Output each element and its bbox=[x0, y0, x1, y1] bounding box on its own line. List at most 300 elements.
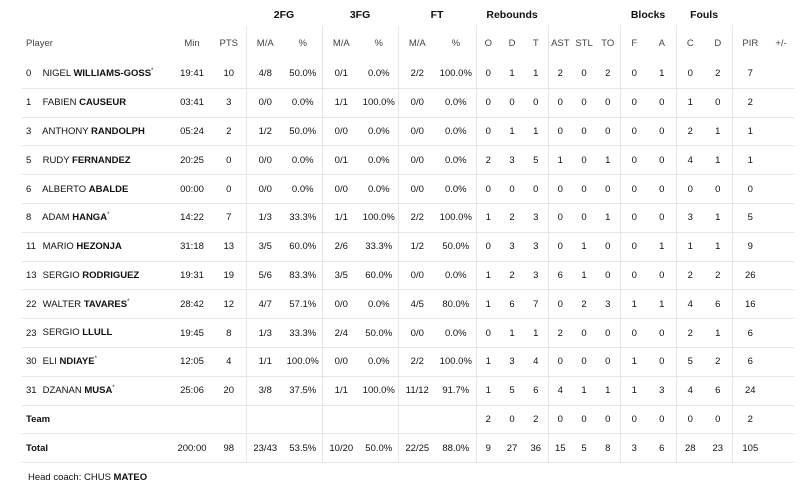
cell-2fg-ma: 3/8 bbox=[246, 376, 284, 405]
cell-blocks-against: 1 bbox=[648, 60, 676, 88]
cell-pir: 105 bbox=[732, 434, 768, 463]
cell-3fg-ma: 1/1 bbox=[322, 203, 360, 232]
cell-points: 20 bbox=[212, 376, 246, 405]
cell-reb-o: 2 bbox=[476, 146, 500, 175]
cell-2fg-pct: 83.3% bbox=[284, 261, 322, 290]
player-last-name: RODRIGUEZ bbox=[82, 270, 140, 282]
head-coach-first: CHUS bbox=[83, 472, 111, 483]
col-to[interactable]: TO bbox=[601, 37, 615, 49]
cell-3fg-ma: 0/0 bbox=[322, 117, 360, 146]
player-number: 30 bbox=[26, 356, 37, 368]
col-2fg-ma[interactable]: M/A bbox=[246, 26, 284, 60]
cell-steals: 0 bbox=[572, 175, 596, 204]
group-header-row bbox=[22, 4, 794, 26]
cell-reb-d: 2 bbox=[500, 203, 524, 232]
cell-2fg-pct: 57.1% bbox=[284, 290, 322, 319]
cell-blocks-for: 0 bbox=[620, 203, 648, 232]
total-label: Total bbox=[22, 434, 172, 463]
cell-plus-minus bbox=[768, 232, 794, 261]
cell-assists: 0 bbox=[548, 405, 572, 434]
cell-minutes: 03:41 bbox=[172, 88, 212, 117]
table-row[interactable] bbox=[22, 60, 794, 88]
cell-minutes: 31:18 bbox=[172, 232, 212, 261]
cell-assists: 0 bbox=[548, 232, 572, 261]
cell-ft-pct: 0.0% bbox=[436, 146, 476, 175]
player-first-name: ELI bbox=[42, 356, 57, 368]
col-2fg-pct[interactable]: % bbox=[298, 37, 307, 49]
cell-points: 0 bbox=[212, 175, 246, 204]
cell-turnovers: 1 bbox=[596, 203, 620, 232]
cell-blocks-for: 0 bbox=[620, 175, 648, 204]
col-min[interactable]: Min bbox=[184, 37, 200, 49]
cell-fouls-drawn: 23 bbox=[704, 434, 732, 463]
cell-blocks-against: 0 bbox=[648, 175, 676, 204]
cell-minutes: 19:45 bbox=[172, 319, 212, 348]
player-first-name: SERGIO bbox=[42, 270, 80, 282]
table-row[interactable] bbox=[22, 261, 794, 290]
player-cell[interactable] bbox=[22, 203, 172, 232]
cell-fouls-committed: 0 bbox=[676, 405, 704, 434]
player-cell[interactable] bbox=[22, 376, 172, 405]
col-player[interactable]: Player bbox=[26, 37, 53, 49]
cell-reb-d: 2 bbox=[500, 261, 524, 290]
player-number: 22 bbox=[26, 298, 37, 310]
cell-fouls-drawn: 2 bbox=[704, 60, 732, 88]
team-label: Team bbox=[22, 405, 172, 434]
cell-points: 4 bbox=[212, 347, 246, 376]
cell-blocks-against: 0 bbox=[648, 347, 676, 376]
cell-reb-t: 1 bbox=[524, 60, 548, 88]
table-row[interactable] bbox=[22, 117, 794, 146]
cell-reb-t: 3 bbox=[524, 203, 548, 232]
player-number: 1 bbox=[26, 97, 32, 109]
cell-3fg-ma: 0/0 bbox=[322, 175, 360, 204]
group-3fg: 3FG bbox=[349, 9, 371, 21]
cell-2fg-ma: 1/3 bbox=[246, 203, 284, 232]
group-2fg: 2FG bbox=[273, 9, 295, 21]
cell-steals: 0 bbox=[572, 347, 596, 376]
player-cell[interactable] bbox=[22, 232, 172, 261]
table-row[interactable] bbox=[22, 88, 794, 117]
cell-pir: 7 bbox=[732, 60, 768, 88]
cell-points: 0 bbox=[212, 146, 246, 175]
cell-reb-o: 2 bbox=[476, 405, 500, 434]
cell-assists: 6 bbox=[548, 261, 572, 290]
cell-ft-ma: 0/0 bbox=[398, 175, 436, 204]
player-number: 5 bbox=[26, 154, 32, 166]
cell-fouls-drawn: 1 bbox=[704, 117, 732, 146]
cell-steals: 1 bbox=[572, 376, 596, 405]
cell-2fg-ma: 3/5 bbox=[246, 232, 284, 261]
cell-blocks-for: 0 bbox=[620, 88, 648, 117]
cell-reb-t: 6 bbox=[524, 376, 548, 405]
cell-steals: 0 bbox=[572, 60, 596, 88]
cell-minutes: 200:00 bbox=[172, 434, 212, 463]
cell-ft-pct: 100.0% bbox=[436, 60, 476, 88]
cell-plus-minus bbox=[768, 434, 794, 463]
cell-ft-ma: 1/2 bbox=[398, 232, 436, 261]
col-ft-ma[interactable]: M/A bbox=[398, 26, 436, 60]
cell-reb-t: 5 bbox=[524, 146, 548, 175]
cell-reb-t: 36 bbox=[524, 434, 548, 463]
cell-blocks-for: 0 bbox=[620, 319, 648, 348]
cell-fouls-committed: 5 bbox=[676, 347, 704, 376]
cell-pir: 2 bbox=[732, 405, 768, 434]
cell-assists: 0 bbox=[548, 117, 572, 146]
cell-ft-pct: 0.0% bbox=[436, 117, 476, 146]
cell-ft-pct: 100.0% bbox=[436, 347, 476, 376]
cell-3fg-pct: 100.0% bbox=[360, 376, 398, 405]
cell-plus-minus bbox=[768, 88, 794, 117]
player-first-name: NIGEL bbox=[42, 68, 71, 80]
table-row[interactable] bbox=[22, 175, 794, 204]
cell-ft-ma: 4/5 bbox=[398, 290, 436, 319]
player-cell[interactable] bbox=[22, 60, 172, 88]
cell-reb-d: 0 bbox=[500, 88, 524, 117]
cell-reb-d: 3 bbox=[500, 232, 524, 261]
player-cell[interactable] bbox=[22, 88, 172, 117]
cell-reb-t: 0 bbox=[524, 175, 548, 204]
cell-assists: 0 bbox=[548, 203, 572, 232]
cell-minutes: 19:41 bbox=[172, 60, 212, 88]
col-blk-f[interactable]: F bbox=[620, 26, 648, 60]
player-first-name: ADAM bbox=[42, 212, 70, 224]
cell-2fg-ma: 0/0 bbox=[246, 175, 284, 204]
cell-ft-ma: 11/12 bbox=[398, 376, 436, 405]
player-last-name: ABALDE bbox=[88, 183, 129, 195]
cell-reb-d: 3 bbox=[500, 146, 524, 175]
cell-steals: 0 bbox=[572, 319, 596, 348]
player-number: 6 bbox=[26, 183, 32, 195]
cell-steals: 0 bbox=[572, 88, 596, 117]
cell-points: 12 bbox=[212, 290, 246, 319]
cell-3fg-pct: 60.0% bbox=[360, 261, 398, 290]
group-ft: FT bbox=[430, 9, 444, 21]
player-cell[interactable] bbox=[22, 261, 172, 290]
cell-turnovers: 0 bbox=[596, 175, 620, 204]
col-reb-t[interactable]: T bbox=[532, 37, 539, 49]
cell-2fg-pct bbox=[284, 405, 322, 434]
player-last-name: HANGA bbox=[72, 212, 108, 224]
cell-3fg-ma: 0/1 bbox=[322, 60, 360, 88]
table-row[interactable] bbox=[22, 347, 794, 376]
cell-fouls-drawn: 6 bbox=[704, 376, 732, 405]
cell-blocks-against: 0 bbox=[648, 319, 676, 348]
col-ast[interactable]: AST bbox=[548, 26, 572, 60]
player-last-name: MUSA bbox=[84, 385, 113, 397]
cell-ft-ma: 2/2 bbox=[398, 347, 436, 376]
cell-2fg-pct: 53.5% bbox=[284, 434, 322, 463]
cell-reb-o: 0 bbox=[476, 319, 500, 348]
table-row[interactable] bbox=[22, 232, 794, 261]
cell-fouls-committed: 28 bbox=[676, 434, 704, 463]
cell-blocks-against: 0 bbox=[648, 88, 676, 117]
cell-ft-ma: 2/2 bbox=[398, 60, 436, 88]
cell-plus-minus bbox=[768, 319, 794, 348]
cell-blocks-for: 3 bbox=[620, 434, 648, 463]
cell-2fg-ma: 5/6 bbox=[246, 261, 284, 290]
col-ft-pct[interactable]: % bbox=[451, 37, 461, 49]
col-3fg-pct[interactable]: % bbox=[374, 37, 383, 49]
col-plus-minus[interactable]: +/- bbox=[775, 37, 787, 49]
cell-blocks-for: 0 bbox=[620, 60, 648, 88]
cell-3fg-ma: 0/0 bbox=[322, 290, 360, 319]
cell-pir: 1 bbox=[732, 146, 768, 175]
starter-marker: * bbox=[94, 356, 97, 363]
table-row[interactable] bbox=[22, 203, 794, 232]
player-last-name: NDIAYE bbox=[59, 356, 95, 368]
cell-minutes bbox=[172, 405, 212, 434]
cell-3fg-ma: 2/6 bbox=[322, 232, 360, 261]
table-row[interactable] bbox=[22, 376, 794, 405]
cell-reb-o: 9 bbox=[476, 434, 500, 463]
cell-pir: 9 bbox=[732, 232, 768, 261]
cell-points: 10 bbox=[212, 60, 246, 88]
cell-3fg-pct: 0.0% bbox=[360, 117, 398, 146]
cell-ft-ma: 22/25 bbox=[398, 434, 436, 463]
cell-fouls-drawn: 2 bbox=[704, 347, 732, 376]
cell-plus-minus bbox=[768, 376, 794, 405]
cell-pir: 5 bbox=[732, 203, 768, 232]
cell-reb-o: 0 bbox=[476, 232, 500, 261]
cell-reb-o: 1 bbox=[476, 203, 500, 232]
player-cell[interactable] bbox=[22, 347, 172, 376]
cell-plus-minus bbox=[768, 146, 794, 175]
player-first-name: MARIO bbox=[42, 241, 74, 253]
cell-pir: 26 bbox=[732, 261, 768, 290]
cell-3fg-ma: 1/1 bbox=[322, 376, 360, 405]
col-fouls-d[interactable]: D bbox=[714, 37, 722, 49]
player-first-name: DZANAN bbox=[42, 385, 82, 397]
table-row[interactable] bbox=[22, 146, 794, 175]
cell-points: 8 bbox=[212, 319, 246, 348]
cell-points bbox=[212, 405, 246, 434]
cell-points: 2 bbox=[212, 117, 246, 146]
cell-ft-ma: 0/0 bbox=[398, 117, 436, 146]
cell-ft-pct: 0.0% bbox=[436, 88, 476, 117]
group-rebounds: Rebounds bbox=[486, 9, 538, 21]
cell-blocks-against: 1 bbox=[648, 290, 676, 319]
cell-3fg-pct: 50.0% bbox=[360, 319, 398, 348]
cell-ft-pct: 88.0% bbox=[436, 434, 476, 463]
cell-2fg-pct: 0.0% bbox=[284, 175, 322, 204]
player-number: 13 bbox=[26, 270, 37, 282]
starter-marker: * bbox=[151, 68, 154, 75]
cell-2fg-pct: 0.0% bbox=[284, 88, 322, 117]
cell-blocks-for: 0 bbox=[620, 261, 648, 290]
cell-turnovers: 2 bbox=[596, 60, 620, 88]
cell-ft-ma: 0/0 bbox=[398, 146, 436, 175]
player-last-name: RANDOLPH bbox=[91, 126, 145, 138]
cell-blocks-against: 0 bbox=[648, 405, 676, 434]
player-first-name: WALTER bbox=[42, 298, 82, 310]
cell-blocks-against: 0 bbox=[648, 146, 676, 175]
cell-assists: 15 bbox=[548, 434, 572, 463]
cell-3fg-pct: 100.0% bbox=[360, 203, 398, 232]
cell-minutes: 05:24 bbox=[172, 117, 212, 146]
cell-pir: 6 bbox=[732, 347, 768, 376]
cell-points: 13 bbox=[212, 232, 246, 261]
cell-fouls-drawn: 1 bbox=[704, 203, 732, 232]
player-last-name: HEZONJA bbox=[76, 241, 122, 253]
cell-2fg-ma: 4/7 bbox=[246, 290, 284, 319]
cell-3fg-pct: 33.3% bbox=[360, 232, 398, 261]
col-pir[interactable]: PIR bbox=[732, 26, 768, 60]
cell-2fg-pct: 50.0% bbox=[284, 60, 322, 88]
cell-pir: 1 bbox=[732, 117, 768, 146]
total-row bbox=[22, 434, 794, 463]
cell-points: 7 bbox=[212, 203, 246, 232]
col-stl[interactable]: STL bbox=[575, 37, 593, 49]
cell-3fg-ma: 0/1 bbox=[322, 146, 360, 175]
cell-pir: 16 bbox=[732, 290, 768, 319]
cell-turnovers: 0 bbox=[596, 117, 620, 146]
group-fouls: Fouls bbox=[690, 9, 719, 21]
cell-plus-minus bbox=[768, 261, 794, 290]
cell-steals: 0 bbox=[572, 117, 596, 146]
cell-minutes: 19:31 bbox=[172, 261, 212, 290]
cell-2fg-ma: 1/2 bbox=[246, 117, 284, 146]
cell-3fg-pct bbox=[360, 405, 398, 434]
player-last-name: FERNANDEZ bbox=[72, 154, 131, 166]
player-number: 8 bbox=[26, 212, 32, 224]
cell-reb-t: 7 bbox=[524, 290, 548, 319]
table-row[interactable] bbox=[22, 319, 794, 348]
cell-blocks-against: 0 bbox=[648, 261, 676, 290]
head-coach-last: MATEO bbox=[113, 472, 148, 483]
player-first-name: RUDY bbox=[42, 154, 70, 166]
cell-blocks-for: 1 bbox=[620, 290, 648, 319]
cell-blocks-for: 0 bbox=[620, 117, 648, 146]
player-last-name: CAUSEUR bbox=[79, 97, 127, 109]
player-cell[interactable] bbox=[22, 319, 172, 348]
player-cell[interactable] bbox=[22, 175, 172, 204]
cell-ft-pct: 0.0% bbox=[436, 261, 476, 290]
cell-reb-t: 3 bbox=[524, 261, 548, 290]
cell-turnovers: 0 bbox=[596, 261, 620, 290]
cell-blocks-against: 3 bbox=[648, 376, 676, 405]
cell-turnovers: 0 bbox=[596, 232, 620, 261]
cell-minutes: 20:25 bbox=[172, 146, 212, 175]
cell-reb-o: 1 bbox=[476, 376, 500, 405]
cell-2fg-pct: 60.0% bbox=[284, 232, 322, 261]
cell-assists: 0 bbox=[548, 290, 572, 319]
cell-plus-minus bbox=[768, 405, 794, 434]
cell-2fg-ma: 1/3 bbox=[246, 319, 284, 348]
cell-reb-t: 3 bbox=[524, 232, 548, 261]
player-first-name: ANTHONY bbox=[42, 126, 89, 138]
cell-2fg-pct: 33.3% bbox=[284, 203, 322, 232]
cell-reb-d: 27 bbox=[500, 434, 524, 463]
cell-reb-d: 5 bbox=[500, 376, 524, 405]
cell-3fg-ma: 2/4 bbox=[322, 319, 360, 348]
cell-reb-d: 0 bbox=[500, 405, 524, 434]
cell-reb-t: 0 bbox=[524, 88, 548, 117]
cell-3fg-pct: 0.0% bbox=[360, 347, 398, 376]
cell-reb-o: 0 bbox=[476, 60, 500, 88]
cell-turnovers: 0 bbox=[596, 347, 620, 376]
cell-plus-minus bbox=[768, 347, 794, 376]
col-pts[interactable]: PTS bbox=[219, 37, 238, 49]
cell-assists: 0 bbox=[548, 347, 572, 376]
cell-minutes: 00:00 bbox=[172, 175, 212, 204]
cell-reb-t: 1 bbox=[524, 117, 548, 146]
cell-3fg-ma: 3/5 bbox=[322, 261, 360, 290]
cell-blocks-against: 1 bbox=[648, 232, 676, 261]
column-header-row bbox=[22, 26, 794, 60]
cell-fouls-committed: 0 bbox=[676, 60, 704, 88]
table-row[interactable] bbox=[22, 290, 794, 319]
cell-fouls-drawn: 2 bbox=[704, 261, 732, 290]
cell-ft-ma bbox=[398, 405, 436, 434]
cell-pir: 24 bbox=[732, 376, 768, 405]
cell-reb-o: 1 bbox=[476, 347, 500, 376]
cell-ft-pct bbox=[436, 405, 476, 434]
cell-plus-minus bbox=[768, 175, 794, 204]
col-reb-d[interactable]: D bbox=[508, 37, 516, 49]
cell-reb-o: 1 bbox=[476, 290, 500, 319]
boxscore-body bbox=[22, 60, 794, 463]
cell-plus-minus bbox=[768, 60, 794, 88]
cell-turnovers: 1 bbox=[596, 146, 620, 175]
player-number: 0 bbox=[26, 68, 32, 80]
cell-3fg-ma: 10/20 bbox=[322, 434, 360, 463]
cell-reb-d: 3 bbox=[500, 347, 524, 376]
player-cell[interactable] bbox=[22, 290, 172, 319]
col-reb-o[interactable]: O bbox=[476, 26, 500, 60]
cell-ft-pct: 0.0% bbox=[436, 319, 476, 348]
cell-blocks-for: 0 bbox=[620, 146, 648, 175]
cell-fouls-drawn: 0 bbox=[704, 405, 732, 434]
cell-reb-t: 2 bbox=[524, 405, 548, 434]
player-last-name: TAVARES bbox=[83, 298, 128, 310]
cell-turnovers: 8 bbox=[596, 434, 620, 463]
cell-3fg-pct: 0.0% bbox=[360, 60, 398, 88]
cell-fouls-committed: 4 bbox=[676, 146, 704, 175]
cell-ft-ma: 0/0 bbox=[398, 261, 436, 290]
cell-reb-t: 4 bbox=[524, 347, 548, 376]
player-cell[interactable] bbox=[22, 146, 172, 175]
starter-marker: * bbox=[107, 212, 110, 219]
cell-ft-pct: 91.7% bbox=[436, 376, 476, 405]
player-cell[interactable] bbox=[22, 117, 172, 146]
cell-2fg-ma bbox=[246, 405, 284, 434]
col-blk-a[interactable]: A bbox=[658, 37, 665, 49]
cell-plus-minus bbox=[768, 290, 794, 319]
cell-steals: 2 bbox=[572, 290, 596, 319]
cell-ft-pct: 100.0% bbox=[436, 203, 476, 232]
cell-turnovers: 0 bbox=[596, 319, 620, 348]
starter-marker: * bbox=[127, 298, 130, 305]
player-number: 11 bbox=[26, 241, 36, 253]
cell-assists: 0 bbox=[548, 88, 572, 117]
cell-fouls-committed: 2 bbox=[676, 319, 704, 348]
team-row bbox=[22, 405, 794, 434]
cell-minutes: 28:42 bbox=[172, 290, 212, 319]
cell-minutes: 14:22 bbox=[172, 203, 212, 232]
cell-plus-minus bbox=[768, 117, 794, 146]
col-fouls-c[interactable]: C bbox=[676, 26, 704, 60]
cell-blocks-against: 6 bbox=[648, 434, 676, 463]
cell-2fg-ma: 4/8 bbox=[246, 60, 284, 88]
boxscore-table bbox=[22, 4, 794, 463]
starter-marker: * bbox=[112, 385, 115, 392]
cell-steals: 0 bbox=[572, 203, 596, 232]
col-3fg-ma[interactable]: M/A bbox=[322, 26, 360, 60]
cell-turnovers: 0 bbox=[596, 405, 620, 434]
cell-3fg-pct: 50.0% bbox=[360, 434, 398, 463]
cell-fouls-drawn: 1 bbox=[704, 232, 732, 261]
